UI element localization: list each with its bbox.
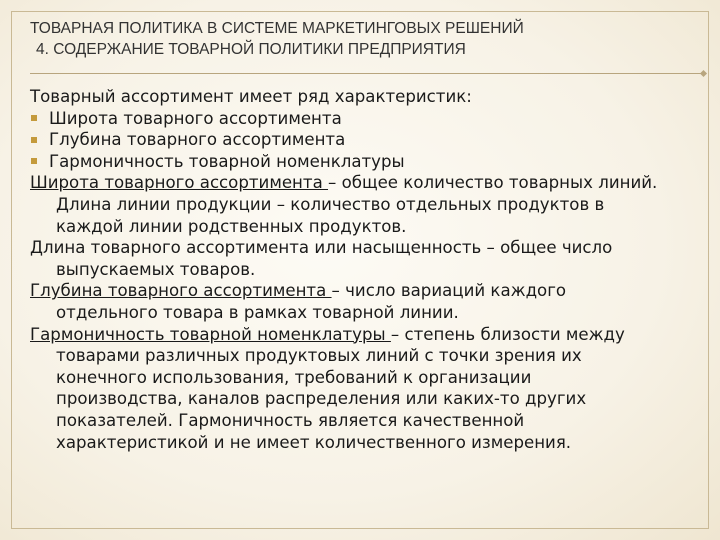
term-harmony: Гармоничность товарной номенклатуры	[30, 324, 391, 344]
slide-title-line-1: ТОВАРНАЯ ПОЛИТИКА В СИСТЕМЕ МАРКЕТИНГОВЫХ РЕШЕНИЙ	[30, 20, 524, 37]
header-divider	[30, 71, 706, 76]
intro-text: Товарный ассортимент имеет ряд характеристик:	[30, 87, 472, 106]
square-bullet-icon	[31, 115, 37, 121]
bullet-text: Широта товарного ассортимента	[49, 108, 342, 128]
slide-header	[30, 18, 700, 60]
list-item	[30, 151, 720, 173]
definition-length-line: выпускаемых товаров.	[56, 259, 256, 279]
slide-title-line-2: 4. СОДЕРЖАНИЕ ТОВАРНОЙ ПОЛИТИКИ ПРЕДПРИЯТИЯ	[36, 41, 466, 58]
definition-width-line: каждой линии родственных продуктов.	[56, 216, 407, 236]
definition-width	[30, 172, 720, 194]
definition-harmony-text: – степень близости между	[390, 324, 625, 344]
list-item	[30, 108, 720, 130]
square-bullet-icon	[31, 158, 37, 164]
definition-harmony	[30, 324, 720, 346]
square-bullet-icon	[31, 137, 37, 143]
slide-content	[30, 86, 720, 453]
list-item	[30, 129, 720, 151]
bullet-text: Глубина товарного ассортимента	[49, 130, 346, 150]
definition-harmony-line: конечного использования, требований к организации	[56, 367, 532, 387]
definition-length: Длина товарного ассортимента или насыщенность – общее число	[30, 238, 613, 258]
definition-harmony-line: производства, каналов распределения или каких-то других	[56, 389, 587, 409]
definition-harmony-line: товарами различных продуктовых линий с точки зрения их	[56, 346, 582, 366]
definition-harmony-line: характеристикой и не имеет количественного измерения.	[56, 432, 572, 452]
definition-depth-line: отдельного товара в рамках товарной линии.	[56, 302, 459, 322]
definition-width-line: Длина линии продукции – количество отдельных продуктов в	[56, 194, 605, 214]
term-width: Широта товарного ассортимента	[30, 173, 329, 193]
bullet-text: Гармоничность товарной номенклатуры	[49, 151, 405, 171]
definition-depth	[30, 280, 720, 302]
term-depth: Глубина товарного ассортимента	[30, 281, 332, 301]
definition-width-text: – общее количество товарных линий.	[328, 173, 658, 193]
definition-harmony-line: показателей. Гармоничность является качественной	[56, 410, 525, 430]
definition-depth-text: – число вариаций каждого	[331, 281, 567, 301]
